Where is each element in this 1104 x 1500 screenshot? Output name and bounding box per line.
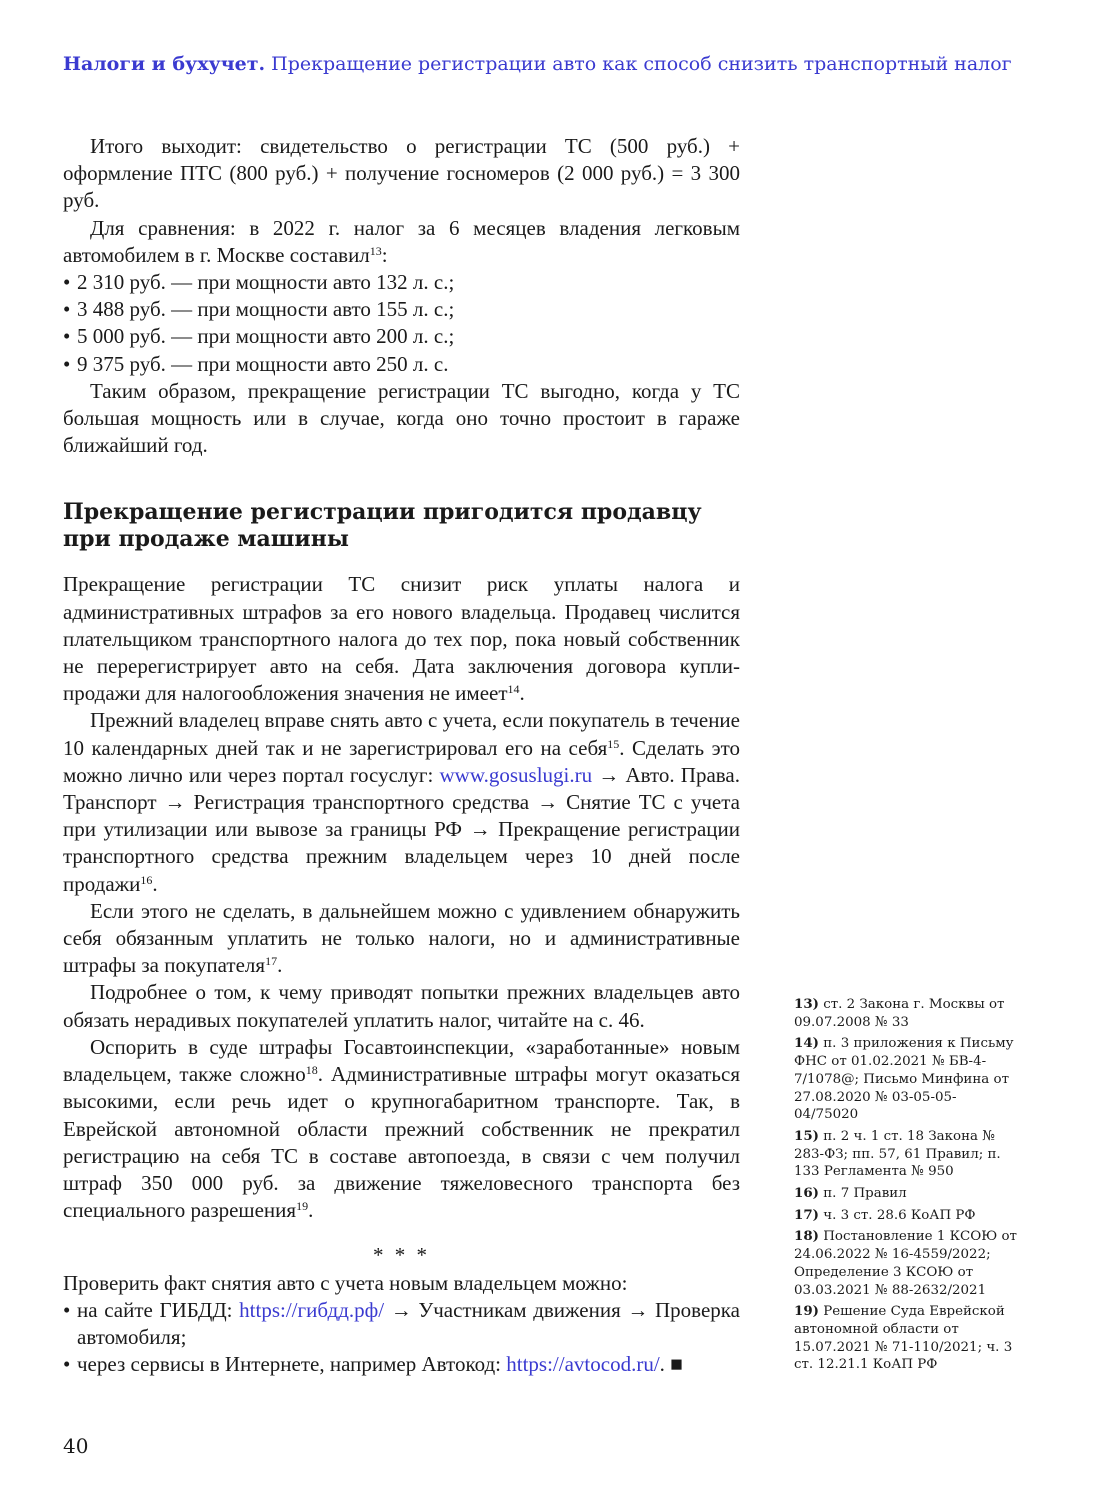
closing-block [63,1270,740,1379]
paragraph [63,215,740,269]
header-section: Налоги и бухучет. [63,53,266,75]
text: 9 375 руб. — при мощности авто 250 л. с. [77,351,449,376]
footnote-ref: 19 [296,1199,309,1214]
list-item [63,1297,740,1351]
text: → Участникам движения → Проверка автомобиля; [77,1297,740,1349]
section-body [63,571,740,1224]
text: → Авто. Права. Транспорт → Регистрация транспортного средства → Снятие ТС с учета при утилизации или вывозе за границы РФ → Прекращение регистрации транспортного средства прежним владельцем через 10 дней после продажи [63,762,741,896]
text: . [519,681,525,706]
paragraph [63,571,740,707]
header-title: Прекращение регистрации авто как способ снизить транспортный налог [271,53,1012,75]
paragraph [63,979,740,1033]
text: . Сделать это можно лично или через портал госуслуг: [63,735,740,787]
footnote [794,1303,1019,1374]
text: Для сравнения: в 2022 г. налог за 6 месяцев владения легковым автомобилем в г. Москве составил [63,215,740,267]
text: . [308,1198,314,1223]
text: Таким образом, прекращение регистрации ТС выгодно, когда у ТС большая мощность или в случае, когда оно точно простоит в гараже ближайший год. [63,378,740,458]
footnote-number: 18) [794,1228,819,1245]
bullet-list [63,1297,740,1379]
footnotes [794,996,1019,1378]
text: . [277,953,283,978]
footnote-number: 15) [794,1127,819,1144]
separator: * * * [373,1243,430,1268]
link[interactable]: https://avtocod.ru/ [506,1352,660,1377]
paragraph [63,707,740,897]
footnote-ref: 13 [369,243,382,258]
text: Подробнее о том, к чему приводят попытки прежних владельцев авто обязать нерадивых покупателей уплатить налог, читайте на с. 46. [63,980,740,1032]
list-item [63,269,740,296]
text: через сервисы в Интернете, например Автокод: [77,1352,507,1377]
footnote-text: ст. 2 Закона г. Москвы от 09.07.2008 № 33 [794,997,1005,1030]
paragraph [63,1034,740,1224]
paragraph [63,1270,740,1297]
text: . [152,871,158,896]
footnote-ref: 14 [507,682,520,697]
footnote [794,1035,1019,1124]
footnote [794,996,1019,1031]
footnote-text: п. 7 Правил [823,1186,907,1202]
footnote-text: п. 2 ч. 1 ст. 18 Закона № 283-ФЗ; пп. 57, 61 Правил; п. 133 Регламента № 950 [794,1128,1001,1180]
footnote [794,1207,1019,1225]
text: 3 488 руб. — при мощности авто 155 л. с.; [77,297,455,322]
footnote-text: Решение Суда Еврейской автономной области от 15.07.2021 № 71-110/2021; ч. 3 ст. 12.21.1 КоАП РФ [794,1304,1013,1373]
section-heading: Прекращение регистрации пригодится продавцу при продаже машины [63,499,702,553]
paragraph [63,378,740,460]
footnote-number: 14) [794,1035,819,1052]
footnote-number: 13) [794,996,819,1012]
footnote-number: 19) [794,1303,819,1320]
list-item [63,351,740,378]
footnote-text: ч. 3 ст. 28.6 КоАП РФ [823,1207,976,1223]
text: . Административные штрафы могут оказаться высокими, если речь идет о крупногабаритном транспорте. Так, в Еврейской автономной области прежний собственник не прекратил регистрацию на себя ТС в составе автопоезда, в связи с чем получил штраф 350 000 руб. за движение тяжеловесного транспорта без специального разрешения [63,1062,740,1223]
bullet-list [63,269,740,378]
text: : [381,242,388,267]
footnote-text: п. 3 приложения к Письму ФНС от 01.02.2021 № БВ-4-7/1078@; Письмо Минфина от 27.08.2020 № 03-05-05-04/75020 [794,1036,1014,1123]
paragraph [63,898,740,980]
text: Итого выходит: свидетельство о регистрации ТС (500 руб.) + оформление ПТС (800 руб.) + получение госномеров (2 000 руб.) = 3 300 руб. [63,134,740,213]
footnote [794,1228,1019,1299]
footnote-number: 17) [794,1206,819,1223]
main-text [63,133,740,1378]
text: 5 000 руб. — при мощности авто 200 л. с.; [77,324,455,349]
page-number: 40 [63,1434,89,1458]
footnote-text: Постановление 1 КСОЮ от 24.06.2022 № 16-4559/2022; Определение 3 КСОЮ от 03.03.2021 № 88-2632/2021 [794,1229,1017,1298]
text: Если этого не сделать, в дальнейшем можно с удивлением обнаружить себя обязанным уплатить не только налоги, но и административные штрафы за покупателя [63,898,740,978]
link[interactable]: https://гибдд.рф/ [239,1297,385,1322]
paragraph [63,133,740,215]
intro-block [63,133,740,459]
text: Проверить факт снятия авто с учета новым владельцем можно: [63,1270,628,1295]
footnote-ref: 17 [265,954,278,969]
text: Прежний владелец вправе снять авто с учета, если покупатель в течение 10 календарных дней так и не зарегистрировал его на себя [63,708,740,760]
list-item [63,1351,740,1378]
footnote-ref: 18 [305,1063,318,1078]
running-header [63,53,1012,75]
list-item [63,296,740,323]
footnote-number: 16) [794,1185,819,1202]
text: на сайте ГИБДД: [77,1297,240,1322]
list-item [63,323,740,350]
footnote [794,1185,1019,1203]
footnote-ref: 16 [140,872,153,887]
text: 2 310 руб. — при мощности авто 132 л. с.; [77,270,455,295]
link[interactable]: www.gosuslugi.ru [439,762,593,787]
text: Прекращение регистрации ТС снизит риск уплаты налога и административных штрафов за его нового владельца. Продавец числится плательщиком транспортного налога до тех пор, пока новый собственник не перерегистрирует авто на себя. Дата заключения договора купли-продажи для налогообложения значения не имеет [63,572,740,706]
footnote-ref: 15 [607,736,620,751]
footnote [794,1128,1019,1181]
text: Оспорить в суде штрафы Госавтоинспекции, «заработанные» новым владельцем, также сложно [63,1034,740,1087]
text: . ■ [659,1352,683,1377]
